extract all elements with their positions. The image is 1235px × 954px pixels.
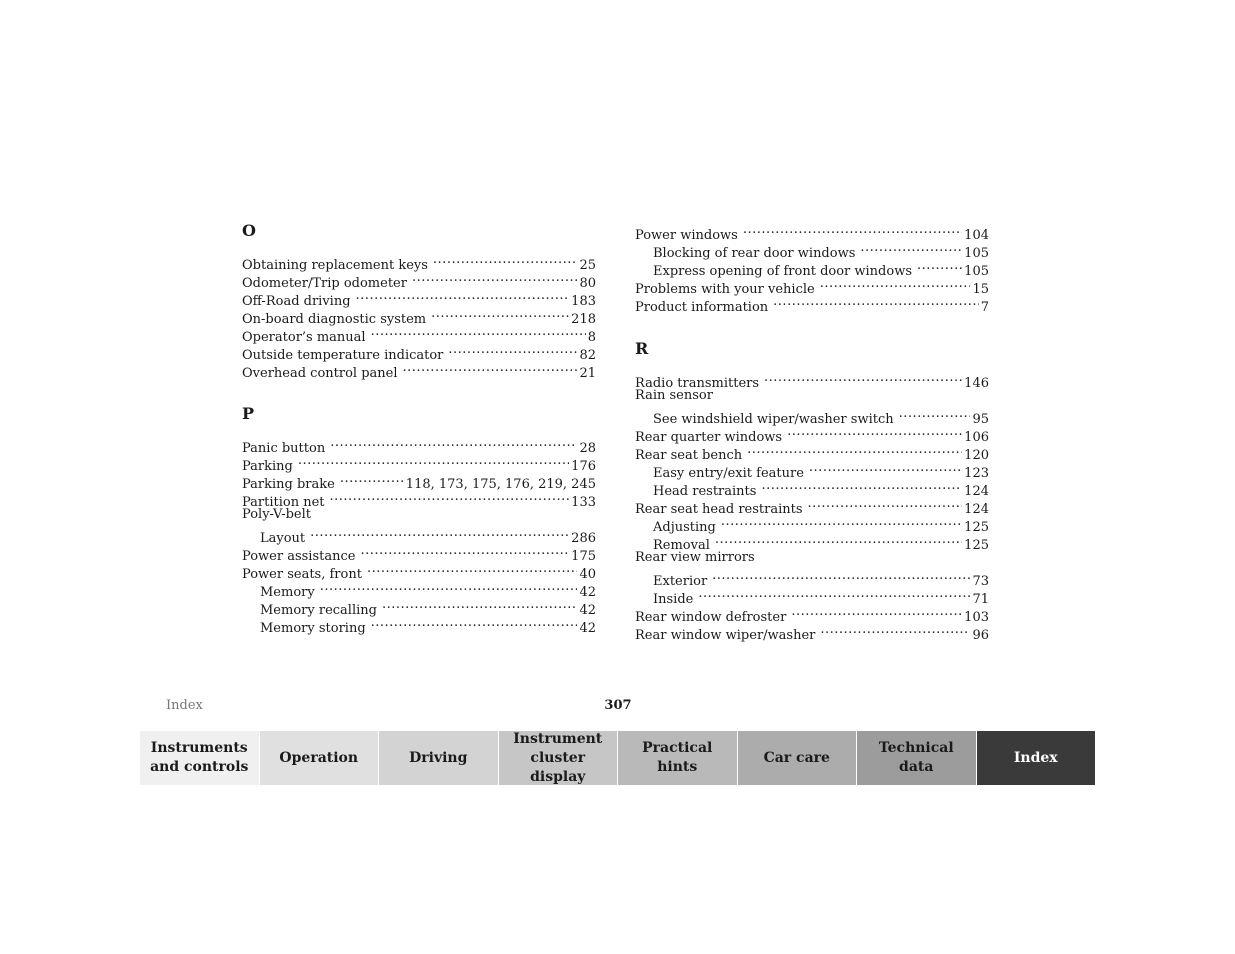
entry-page-ref: 124 — [964, 502, 989, 517]
dot-leader — [809, 459, 962, 477]
dot-leader — [773, 293, 979, 311]
entry-term: Power windows — [635, 228, 738, 243]
dot-leader — [747, 441, 962, 459]
entry-page-ref: 95 — [972, 412, 989, 427]
dot-leader — [715, 531, 962, 549]
dot-leader — [698, 585, 970, 603]
tab-label-line: Car care — [763, 749, 830, 766]
index-column-right — [635, 220, 989, 666]
entry-page-ref: 120 — [964, 448, 989, 463]
dot-leader — [820, 275, 971, 293]
entry-term: Easy entry/exit feature — [653, 466, 804, 481]
entry-page-ref: 73 — [972, 574, 989, 589]
dot-leader — [820, 621, 970, 639]
index-section-p — [242, 404, 596, 636]
dot-leader — [356, 287, 570, 305]
entry-page-ref: 218 — [571, 312, 596, 327]
entry-page-ref: 21 — [579, 366, 596, 381]
entry-page-ref: 286 — [571, 531, 596, 546]
index-entry-obtaining-replacement-keys[interactable] — [242, 251, 596, 273]
entry-page-ref: 82 — [579, 348, 596, 363]
tab-label-line: and controls — [150, 759, 249, 775]
entry-page-ref: 42 — [579, 603, 596, 618]
tab-operation[interactable] — [260, 731, 379, 785]
entry-term: Rear window defroster — [635, 610, 787, 625]
section-letter: R — [635, 339, 649, 358]
tab-label-line: Technical — [878, 740, 954, 756]
dot-leader — [371, 323, 586, 341]
dot-leader — [330, 434, 577, 452]
dot-leader — [743, 221, 962, 239]
entry-term: Parking brake — [242, 477, 335, 492]
index-entry-rain-sensor[interactable] — [635, 387, 989, 405]
entry-page-ref: 40 — [579, 567, 596, 582]
entry-page-ref: 118, 173, 175, 176, 219, 245 — [405, 477, 596, 492]
tab-practical-hints[interactable] — [618, 731, 737, 785]
dot-leader — [433, 251, 578, 269]
entry-term: Overhead control panel — [242, 366, 398, 381]
dot-leader — [791, 603, 962, 621]
index-section-r — [635, 339, 989, 643]
tab-technical-data[interactable] — [857, 731, 976, 785]
dot-leader — [721, 513, 962, 531]
index-entry-power-windows[interactable] — [635, 221, 989, 243]
tab-label — [764, 749, 830, 768]
entry-term: Blocking of rear door windows — [653, 246, 856, 261]
entry-page-ref: 106 — [964, 430, 989, 445]
entry-term: Panic button — [242, 441, 326, 456]
tab-driving[interactable] — [379, 731, 498, 785]
tab-label — [150, 739, 248, 777]
index-entry-rear-view-mirrors[interactable] — [635, 549, 989, 567]
entry-term: Parking — [242, 459, 293, 474]
entry-page-ref: 123 — [964, 466, 989, 481]
entry-page-ref: 146 — [964, 376, 989, 391]
entry-term: Rear seat bench — [635, 448, 743, 463]
entry-term: Partition net — [242, 495, 325, 510]
entry-page-ref: 124 — [964, 484, 989, 499]
entry-term: Rear window wiper/washer — [635, 628, 816, 643]
entry-term: Head restraints — [653, 484, 757, 499]
entry-page-ref: 7 — [980, 300, 989, 315]
index-entry-layout[interactable] — [242, 524, 596, 546]
dot-leader — [382, 596, 577, 614]
entry-term: Radio transmitters — [635, 376, 760, 391]
entry-page-ref: 175 — [571, 549, 596, 564]
dot-leader — [412, 269, 577, 287]
entry-term: Outside temperature indicator — [242, 348, 444, 363]
dot-leader — [761, 477, 962, 495]
dot-leader — [787, 423, 962, 441]
tab-car-care[interactable] — [738, 731, 857, 785]
dot-leader — [808, 495, 963, 513]
entry-term: Rain sensor — [635, 388, 713, 403]
dot-leader — [340, 470, 404, 488]
dot-leader — [712, 567, 970, 585]
entry-page-ref: 96 — [972, 628, 989, 643]
dot-leader — [860, 239, 962, 257]
tab-label-line: Instrument — [513, 730, 603, 747]
entry-term: See windshield wiper/washer switch — [653, 412, 894, 427]
entry-term: Rear seat head restraints — [635, 502, 803, 517]
tab-label-line: Operation — [279, 749, 359, 766]
tab-label — [503, 730, 614, 787]
entry-page-ref: 42 — [579, 585, 596, 600]
entry-term: Memory — [260, 585, 315, 600]
tab-label-line: Practical hints — [642, 740, 713, 775]
entry-term: Problems with your vehicle — [635, 282, 815, 297]
entry-term: Layout — [260, 531, 306, 546]
entry-term: Rear view mirrors — [635, 550, 755, 565]
entry-page-ref: 25 — [579, 258, 596, 273]
tab-label — [622, 739, 733, 777]
entry-page-ref: 103 — [964, 610, 989, 625]
index-entry-poly-v-belt[interactable] — [242, 506, 596, 524]
entry-term: On-board diagnostic system — [242, 312, 427, 327]
dot-leader — [899, 405, 971, 423]
tab-label-line: Instruments — [150, 740, 248, 756]
entry-page-ref: 80 — [579, 276, 596, 291]
entry-term: Memory storing — [260, 621, 366, 636]
entry-term: Inside — [653, 592, 694, 607]
entry-term: Adjusting — [653, 520, 716, 535]
tab-label — [409, 749, 467, 768]
entry-page-ref: 176 — [571, 459, 596, 474]
tab-label-line: cluster display — [530, 749, 586, 785]
entry-page-ref: 42 — [579, 621, 596, 636]
index-entry-see-windshield-wiper-washer-switch[interactable] — [635, 405, 989, 427]
tab-label — [1014, 749, 1058, 768]
section-letter: O — [242, 221, 256, 240]
dot-leader — [764, 369, 962, 387]
tab-instrument-cluster-display[interactable] — [499, 731, 618, 785]
entry-page-ref: 133 — [571, 495, 596, 510]
dot-leader — [371, 614, 578, 632]
entry-page-ref: 104 — [964, 228, 989, 243]
index-entry-exterior[interactable] — [635, 567, 989, 589]
entry-term: Product information — [635, 300, 769, 315]
entry-term: Removal — [653, 538, 710, 553]
chapter-tab-bar — [140, 731, 1095, 785]
entry-page-ref: 71 — [972, 592, 989, 607]
index-entry-parking-brake[interactable] — [242, 470, 596, 492]
index-entry-radio-transmitters[interactable] — [635, 369, 989, 391]
dot-leader — [448, 341, 577, 359]
tab-instruments-and-controls[interactable] — [140, 731, 259, 785]
entry-page-ref: 105 — [964, 264, 989, 279]
entry-page-ref: 125 — [964, 538, 989, 553]
dot-leader — [367, 560, 578, 578]
dot-leader — [298, 452, 569, 470]
entry-page-ref: 125 — [964, 520, 989, 535]
entry-term: Exterior — [653, 574, 708, 589]
entry-page-ref: 15 — [972, 282, 989, 297]
index-section-o — [242, 221, 596, 381]
entry-page-ref: 105 — [964, 246, 989, 261]
entry-term: Poly-V-belt — [242, 507, 311, 522]
tab-label — [279, 749, 358, 768]
entry-term: Express opening of front door windows — [653, 264, 913, 279]
entry-page-ref: 8 — [587, 330, 596, 345]
entry-term: Off-Road driving — [242, 294, 351, 309]
tab-label-line: Index — [1013, 749, 1058, 766]
index-section-continued — [635, 221, 989, 315]
dot-leader — [403, 359, 578, 377]
dot-leader — [320, 578, 578, 596]
entry-page-ref: 183 — [571, 294, 596, 309]
page-number: 307 — [604, 698, 632, 713]
footer-section-label: Index — [166, 698, 203, 713]
tab-label-line: Driving — [409, 749, 468, 766]
section-letter: P — [242, 404, 255, 423]
dot-leader — [310, 524, 569, 542]
dot-leader — [360, 542, 569, 560]
entry-term: Obtaining replacement keys — [242, 258, 428, 273]
dot-leader — [917, 257, 962, 275]
tab-index[interactable] — [977, 731, 1096, 785]
entry-term: Odometer/Trip odometer — [242, 276, 407, 291]
index-entry-panic-button[interactable] — [242, 434, 596, 456]
dot-leader — [330, 488, 570, 506]
entry-term: Power seats, front — [242, 567, 362, 582]
entry-term: Operator’s manual — [242, 330, 366, 345]
dot-leader — [431, 305, 569, 323]
tab-label — [879, 739, 954, 777]
entry-term: Power assistance — [242, 549, 356, 564]
entry-term: Memory recalling — [260, 603, 377, 618]
tab-label-line: data — [899, 759, 934, 775]
index-column-left — [242, 220, 596, 659]
entry-page-ref: 28 — [579, 441, 596, 456]
entry-term: Rear quarter windows — [635, 430, 783, 445]
